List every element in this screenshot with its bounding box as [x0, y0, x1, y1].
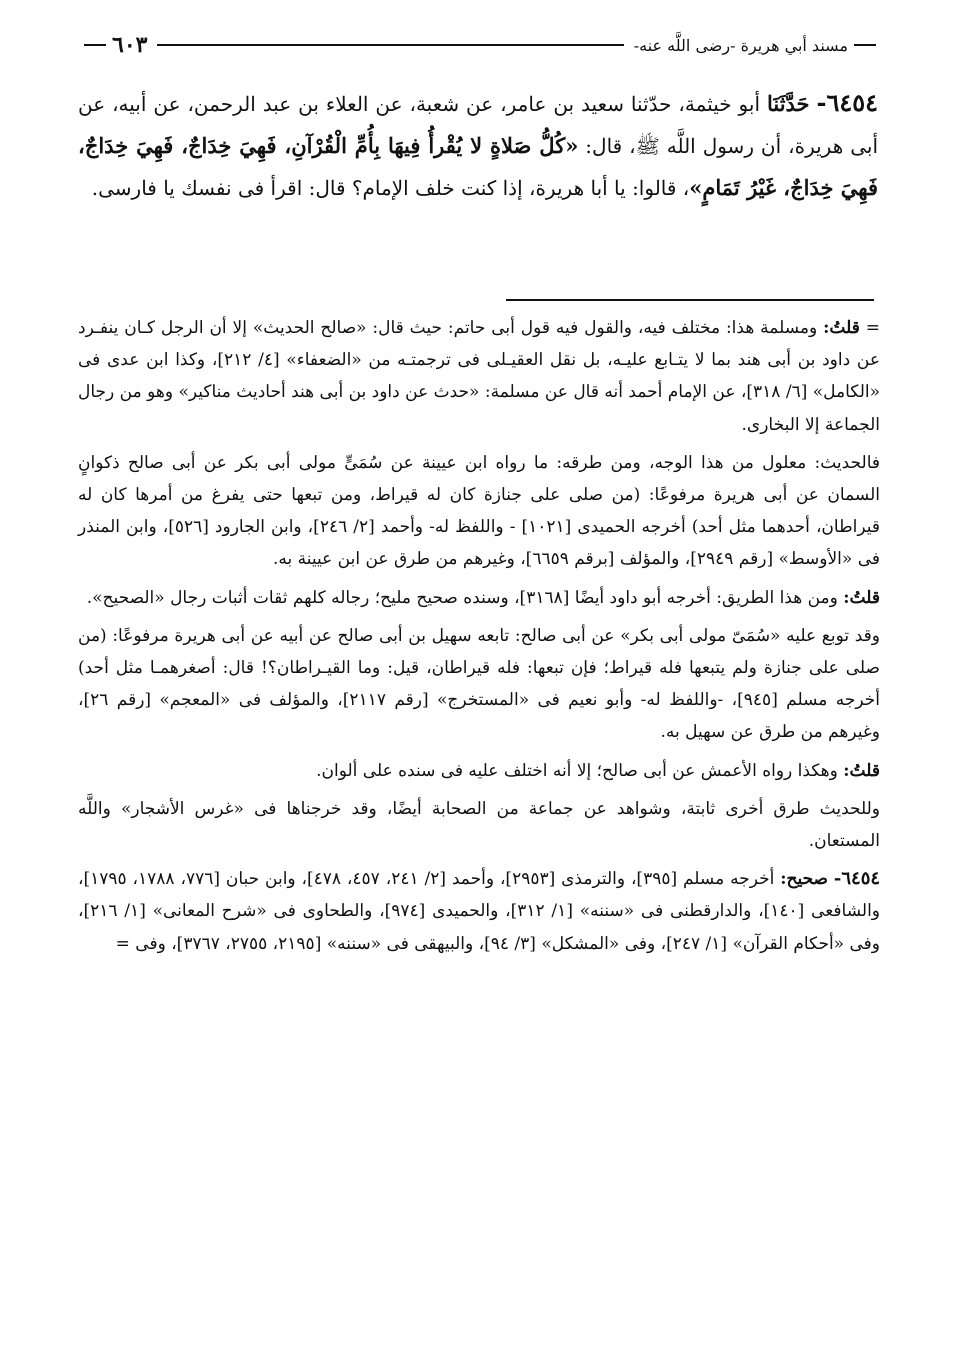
- running-header: [78, 30, 882, 60]
- header-rule: [157, 44, 623, 46]
- footnote-paragraph: [78, 582, 880, 614]
- footnote-lead: قلتُ:: [843, 760, 880, 781]
- hadith-text: [78, 82, 878, 209]
- footnote-number: ٦٤٥٤-: [833, 868, 881, 890]
- continuation-marker: =: [115, 933, 130, 954]
- footnote-paragraph: [78, 312, 880, 441]
- hadith-continuation: ، قالوا: يا أبا هريرة، إذا كنت خلف الإمام؟ قال: اقرأ فى نفسك يا فارسى.: [91, 176, 690, 200]
- footnote-lead: قلتُ:: [823, 318, 860, 338]
- footnote-text: ومن هذا الطريق: أخرجه أبو داود أيضًا [٣١٦٨]، وسنده صحيح مليح؛ رجاله كلهم ثقات أثبات رجال «الصحيح».: [86, 587, 838, 608]
- footnote-text: ومسلمة هذا: مختلف فيه، والقول فيه قول أبى حاتم: حيث قال: «صالح الحديث» إلا أن الرجل كـان ينفـرد عن داود بن أبى هند بما لا يتـابع عليـه، بل نقل العقيـلى فى ترجمتـه من «الضعفاء» [٤/ ٢١٢]، وكذا ابن عدى فى «الكامل» [٦/ ٣١٨]، عن الإمام أحمد أنه قال عن مسلمة: «حدث عن داود بن أبى هند أحاديث مناكير» وهو من رجال الجماعة إلا البخارى.: [78, 318, 880, 435]
- running-title: مسند أبي هريرة -رضى اللَّه عنه-: [633, 35, 848, 55]
- matn-text: «كُلُّ صَلاةٍ لا يُقْرأُ فِيهَا بِأُمِّ الْقُرْآنِ، فَهِيَ خِدَاجٌ، فَهِيَ خِدَاجٌ، فَهِيَ خِدَاجٌ، غَيْرُ تَمَامٍ»: [78, 133, 878, 200]
- header-dash: [84, 44, 106, 46]
- footnote-text: فالحديث: معلول من هذا الوجه، ومن طرقه: ما رواه ابن عيينة عن سُمَىٍّ مولى أبى بكر عن أبى صالح ذكوانٍ السمان عن أبى هريرة مرفوعًا: (من صلى على جنازة كان له قيراط، ومن تبعها حتى يفرغ من أمرها كان له قيراطان، أحدهما مثل أحد) أخرجه الحميدى [١٠٢١] - واللفظ له- وأحمد [٢/ ٢٤٦]، وابن الجارود [٥٢٦]، وابن المنذر فى «الأوسط» [رقم ٢٩٤٩]، والمؤلف [برقم ٦٦٥٩]، وغيرهم من طرق عن ابن عيينة به.: [78, 452, 880, 570]
- continuation-marker: =: [865, 318, 880, 338]
- footnote-paragraph: [78, 620, 880, 749]
- footnote-lead: قلتُ:: [843, 587, 880, 608]
- header-dash: [854, 44, 876, 46]
- page-number: ٦٠٣: [112, 32, 148, 58]
- isnad-text: أبو خيثمة، حدّثنا سعيد بن عامر، عن شعبة، عن العلاء بن عبد الرحمن، عن أبيه، عن أبى هريرة، أن رسول اللَّه ﷺ، قال:: [78, 92, 878, 158]
- footnote-paragraph: [78, 755, 880, 787]
- hadith-number: ٦٤٥٤-: [816, 88, 879, 117]
- footnotes: [78, 312, 880, 966]
- isnad-lead: حَدَّثَنَا: [766, 91, 810, 116]
- footnote-lead: صحيح:: [780, 869, 828, 890]
- footnote-divider: [506, 299, 874, 301]
- footnote-text: أخرجه مسلم [٣٩٥]، والترمذى [٢٩٥٣]، وأحمد [٢/ ٢٤١، ٤٥٧، ٤٧٨]، وابن حبان [٧٧٦، ١٧٨٨، ١٧٩٥]، والشافعى [١٤٠]، والدارقطنى فى «سننه» [١/ ٣١٢]، والحميدى [٩٧٤]، والطحاوى فى «شرح المعانى» [١/ ٢١٦]، وفى «أحكام القرآن» [١/ ٢٤٧]، وفى «المشكل» [٣/ ٩٤]، والبيهقى فى «سننه» [٢١٩٥، ٢٧٥٥، ٣٧٦٧]، وفى: [78, 869, 881, 954]
- footnote-text: وللحديث طرق أخرى ثابتة، وشواهد عن جماعة من الصحابة أيضًا، وقد خرجناها فى «غرس الأشجار» واللَّه المستعان.: [78, 798, 880, 852]
- footnote-paragraph: [78, 793, 880, 857]
- footnote-paragraph: [78, 447, 880, 576]
- footnote-text: وقد توبع عليه «سُمَىّ مولى أبى بكر» عن أبى صالح: تابعه سهيل بن أبى صالح عن أبيه عن أبى هريرة مرفوعًا: (من صلى على جنازة ولم يتبعها فله قيراط؛ فإن تبعها: فله قيراطان، قيل: وما القيـراطان؟! قال: أصغرهمـا مثل أحد) أخرجه مسلم [٩٤٥]، -واللفظ له- وأبو نعيم فى «المستخرج» [رقم ٢١١٧]، والمؤلف فى «المعجم» [رقم ٢٦]، وغيرهم من طرق عن سهيل به.: [78, 625, 880, 743]
- footnote-paragraph: [78, 863, 880, 960]
- footnote-text: وهكذا رواه الأعمش عن أبى صالح؛ إلا أنه اختلف عليه فى سنده على ألوان.: [316, 760, 838, 781]
